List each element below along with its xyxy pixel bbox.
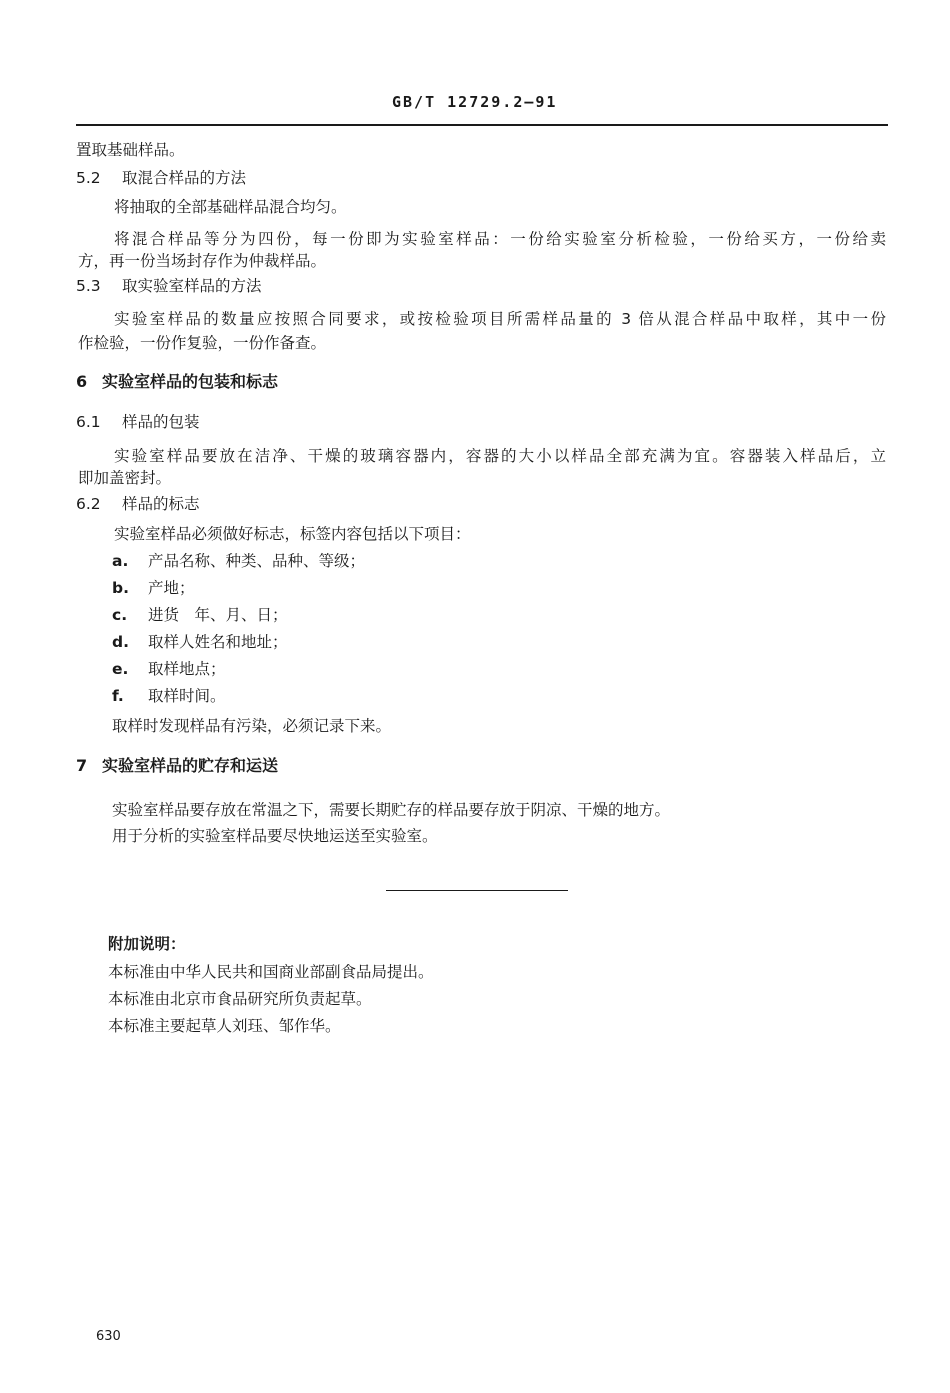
section-5-3-paragraph-line-1: 实验室样品的数量应按照合同要求，或按检验项目所需样品量的 3 倍从混合样品中取样，其中一份 [114,310,886,328]
section-6-2-title: 样品的标志 [122,495,200,513]
section-5-3-number: 5.3 [76,277,101,295]
list-item-label: d. [112,633,129,651]
list-item [112,551,365,571]
list-item [112,578,195,598]
list-item-label: f. [112,687,124,705]
section-6-2-number: 6.2 [76,495,101,513]
section-6-1-heading [76,412,200,432]
list-item-text: 取样人姓名和地址； [148,633,288,651]
list-item-label: c. [112,606,128,624]
notes-line: 本标准由北京市食品研究所负责起草。 [108,990,372,1008]
section-5-3-title: 取实验室样品的方法 [122,277,262,295]
list-item-text: 取样地点； [148,660,226,678]
section-6-1-title: 样品的包装 [122,413,200,431]
continuation-line: 置取基础样品。 [76,141,185,159]
list-item-label: e. [112,660,129,678]
section-7-title: 实验室样品的贮存和运送 [102,756,279,775]
page-number: 630 [96,1329,121,1344]
notes-line: 本标准由中华人民共和国商业部副食品局提出。 [108,963,434,981]
list-item [112,659,226,679]
list-item [112,632,288,652]
section-5-2-paragraph-2-line-2: 方，再一份当场封存作为仲裁样品。 [78,252,327,270]
section-5-2-paragraph-2-line-1: 将混合样品等分为四份，每一份即为实验室样品：一份给实验室分析检验，一份给买方，一份给卖 [114,230,886,248]
list-item-text: 取样时间。 [148,687,226,705]
list-item [112,686,226,706]
list-item-text: 进货 年、月、日； [148,606,288,624]
standard-code: GB/T 12729.2—91 [392,93,558,111]
section-5-2-heading [76,168,246,188]
section-7-number: 7 [76,756,88,775]
section-5-2-title: 取混合样品的方法 [122,169,247,187]
section-6-1-paragraph-line-2: 即加盖密封。 [78,469,172,487]
end-of-text-rule [386,890,568,891]
section-6-title: 实验室样品的包装和标志 [102,372,279,391]
section-6-1-number: 6.1 [76,413,101,431]
section-7-heading [76,756,278,776]
section-6-2-closing: 取样时发现样品有污染，必须记录下来。 [112,717,392,735]
notes-title: 附加说明： [108,935,186,953]
section-6-2-intro: 实验室样品必须做好标志，标签内容包括以下项目： [114,525,471,543]
section-5-2-number: 5.2 [76,169,101,187]
section-5-3-heading [76,276,262,296]
list-item [112,605,288,625]
list-item-label: a. [112,552,129,570]
section-5-3-paragraph-line-2: 作检验，一份作复验，一份作备查。 [78,334,327,352]
list-item-text: 产地； [148,579,195,597]
section-6-2-heading [76,494,200,514]
section-7-paragraph-2: 用于分析的实验室样品要尽快地运送至实验室。 [112,827,438,845]
section-5-2-paragraph-1: 将抽取的全部基础样品混合均匀。 [114,198,347,216]
section-6-heading [76,372,278,392]
list-item-text: 产品名称、种类、品种、等级； [148,552,366,570]
section-6-number: 6 [76,372,88,391]
header-divider [76,124,888,126]
section-6-1-paragraph-line-1: 实验室样品要放在洁净、干燥的玻璃容器内，容器的大小以样品全部充满为宜。容器装入样品后，立 [114,447,886,465]
section-7-paragraph-1: 实验室样品要存放在常温之下，需要长期贮存的样品要存放于阴凉、干燥的地方。 [112,801,671,819]
list-item-label: b. [112,579,129,597]
notes-line: 本标准主要起草人刘珏、邹作华。 [108,1017,341,1035]
